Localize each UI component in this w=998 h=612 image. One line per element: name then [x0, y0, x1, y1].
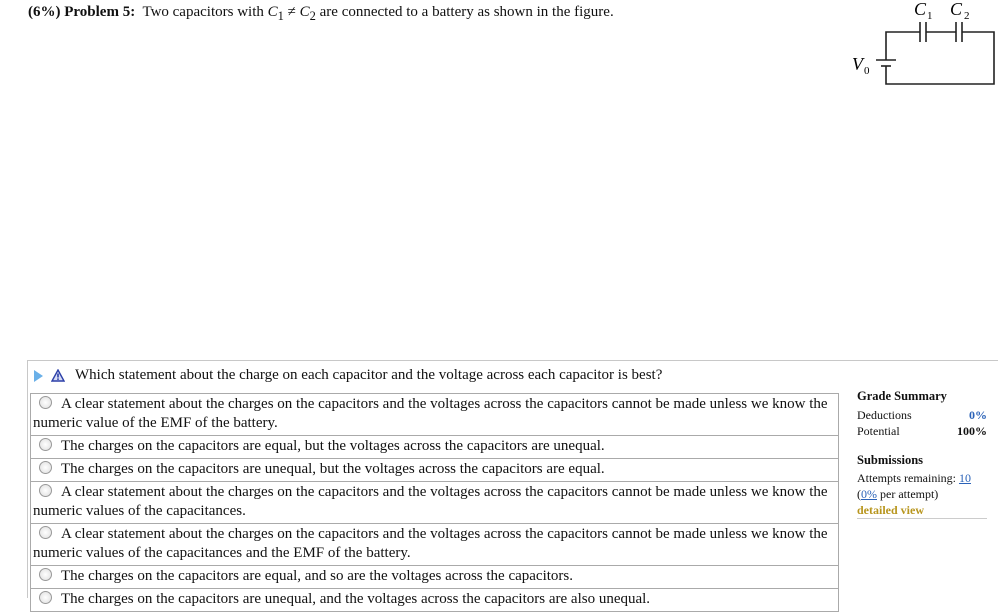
- circuit-figure: [840, 0, 998, 97]
- radio-button[interactable]: [39, 438, 52, 451]
- per-attempt-close: per attempt): [877, 487, 939, 501]
- submissions-panel: [857, 453, 987, 519]
- c2-symbol: C: [299, 4, 310, 20]
- c1-sub: 1: [277, 9, 284, 23]
- deductions-value: 0%: [969, 408, 987, 422]
- grade-summary-title: Grade Summary: [857, 389, 947, 403]
- detailed-view-link[interactable]: detailed view: [857, 502, 987, 519]
- circuit-diagram: [840, 0, 998, 92]
- answer-option-5[interactable]: [30, 524, 839, 566]
- potential-label: Potential: [857, 424, 900, 438]
- radio-button[interactable]: [39, 568, 52, 581]
- c1-symbol: C: [267, 4, 278, 20]
- answer-option-7[interactable]: [30, 589, 839, 612]
- c1-figure-sub: 1: [927, 10, 933, 22]
- attempts-remaining: [857, 470, 987, 486]
- question-text: Which statement about the charge on each capacitor and the voltage across each capacitor is best?: [75, 367, 663, 383]
- answer-option-text: The charges on the capacitors are unequal, and the voltages across the capacitors are also unequal.: [61, 591, 651, 607]
- v0-figure-label: V: [852, 54, 863, 74]
- per-attempt-open: (: [857, 487, 861, 501]
- answer-option-text: The charges on the capacitors are unequal, but the voltages across the capacitors are equal.: [61, 461, 605, 477]
- answer-option-text: A clear statement about the charges on the capacitors and the voltages across the capacitors cannot be made unless we know the numeric value of the EMF of the battery.: [33, 396, 828, 431]
- warning-icon: [51, 369, 65, 382]
- radio-button[interactable]: [39, 526, 52, 539]
- neq-symbol: ≠: [283, 4, 300, 20]
- c2-sub: 2: [309, 9, 316, 23]
- answer-options: [30, 393, 839, 612]
- play-icon[interactable]: [34, 370, 43, 382]
- potential-row: [857, 423, 987, 439]
- c1-figure-label: C: [914, 0, 927, 19]
- answer-option-3[interactable]: [30, 459, 839, 482]
- deductions-row: [857, 407, 987, 423]
- answer-option-text: The charges on the capacitors are equal, but the voltages across the capacitors are unequal.: [61, 438, 605, 454]
- answer-option-6[interactable]: [30, 566, 839, 589]
- attempts-value[interactable]: 10: [958, 471, 971, 485]
- problem-text-after: are connected to a battery as shown in the figure.: [315, 4, 614, 20]
- problem-header: [28, 4, 614, 24]
- attempts-label: Attempts remaining:: [857, 471, 959, 485]
- radio-button[interactable]: [39, 396, 52, 409]
- answer-option-text: The charges on the capacitors are equal, and so are the voltages across the capacitors.: [61, 568, 573, 584]
- answer-option-1[interactable]: [30, 393, 839, 436]
- c2-figure-sub: 2: [964, 10, 970, 22]
- answer-option-text: A clear statement about the charges on the capacitors and the voltages across the capacitors cannot be made unless we know the numeric values of the capacitances.: [33, 484, 828, 519]
- answer-option-4[interactable]: [30, 482, 839, 524]
- question-box: [27, 360, 998, 607]
- per-attempt-value[interactable]: 0%: [861, 487, 877, 501]
- per-attempt: [857, 486, 987, 502]
- circuit-wires: [876, 22, 994, 84]
- answer-option-text: A clear statement about the charges on the capacitors and the voltages across the capacitors cannot be made unless we know the numeric values of the capacitances and the EMF of the battery.: [33, 526, 828, 561]
- grade-summary-panel: [857, 389, 987, 519]
- radio-button[interactable]: [39, 484, 52, 497]
- c2-figure-label: C: [950, 0, 963, 19]
- v0-figure-sub: 0: [864, 65, 870, 77]
- deductions-label: Deductions: [857, 408, 912, 422]
- answer-option-2[interactable]: [30, 436, 839, 459]
- problem-text-before: Two capacitors with: [142, 4, 268, 20]
- problem-weight: (6%): [28, 4, 61, 20]
- question-line: [34, 367, 662, 384]
- problem-label: Problem 5:: [64, 4, 136, 20]
- submissions-title: Submissions: [857, 453, 924, 467]
- potential-value: 100%: [957, 424, 987, 438]
- radio-button[interactable]: [39, 461, 52, 474]
